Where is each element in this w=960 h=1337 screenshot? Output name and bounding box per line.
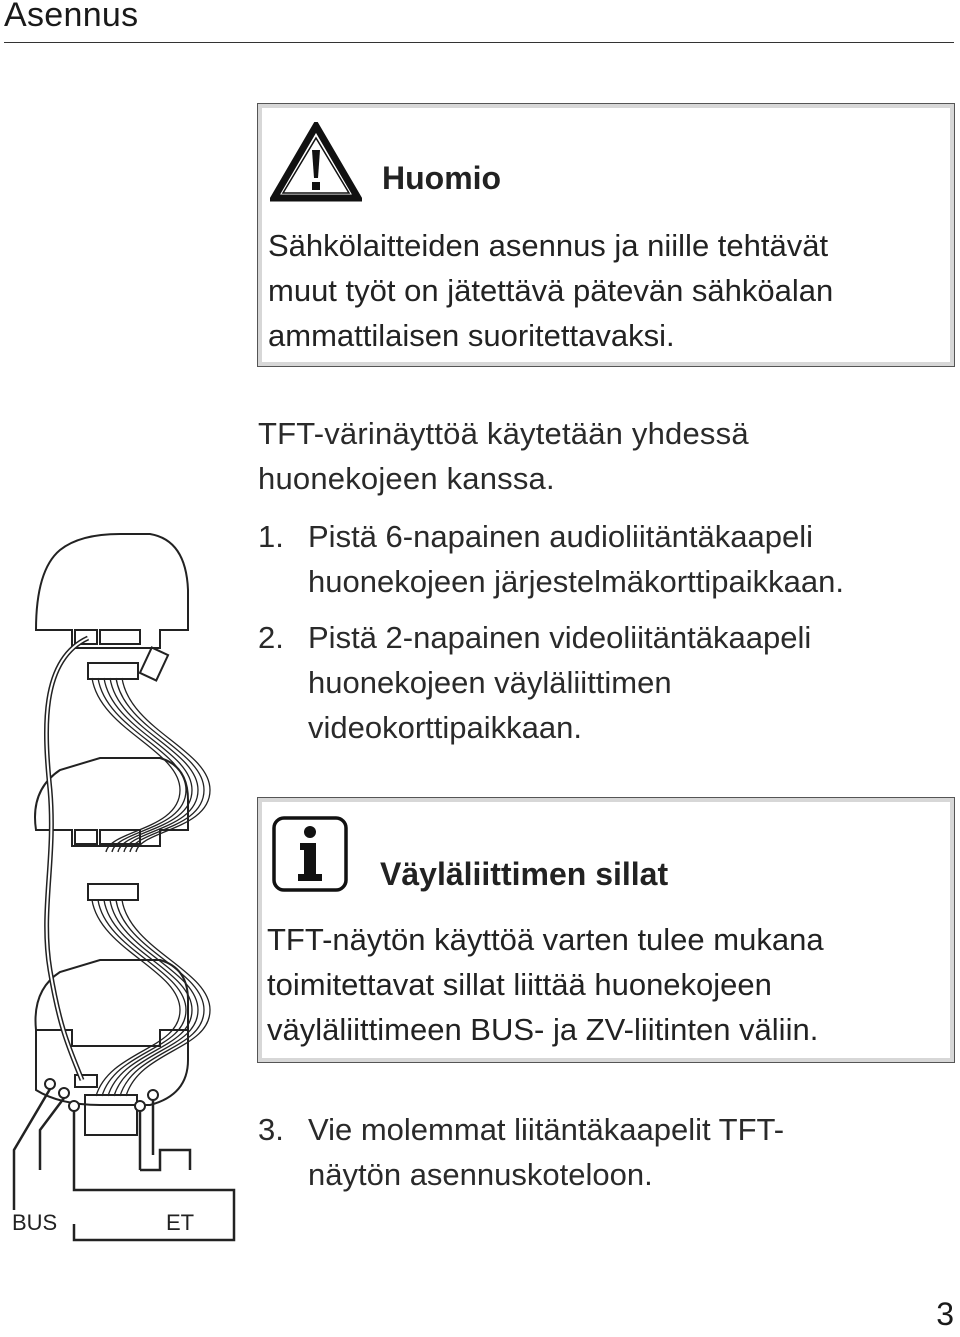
warning-title: Huomio <box>382 160 502 196</box>
warning-text <box>268 223 833 358</box>
warning-line: ammattilaisen suoritettavaksi. <box>268 318 675 353</box>
wiring-diagram-drawing <box>0 530 245 1250</box>
et-label: ET <box>166 1210 195 1235</box>
page-title: Asennus <box>4 0 139 34</box>
step-text <box>308 514 908 604</box>
step-3 <box>258 1107 918 1202</box>
warning-box <box>257 103 955 367</box>
warning-line: Sähkölaitteiden asennus ja niille tehtävät <box>268 228 829 263</box>
info-box <box>257 797 955 1063</box>
step-line: Pistä 2-napainen videoliitäntäkaapeli <box>308 620 812 655</box>
wiring-diagram <box>0 530 245 1250</box>
step-text <box>308 615 908 750</box>
intro-text <box>258 411 749 501</box>
step-line: Vie molemmat liitäntäkaapelit TFT- <box>308 1112 785 1147</box>
step-2 <box>258 615 918 755</box>
info-line: toimitettavat sillat liittää huonekojeen <box>267 967 772 1002</box>
info-line: väyläliittimeen BUS- ja ZV-liitinten väliin. <box>267 1012 819 1047</box>
step-number: 1. <box>258 519 284 554</box>
step-line: Pistä 6-napainen audioliitäntäkaapeli <box>308 519 813 554</box>
info-icon <box>272 816 348 892</box>
step-number: 3. <box>258 1112 284 1147</box>
bus-label: BUS <box>12 1210 58 1235</box>
step-text <box>308 1107 908 1197</box>
intro-line: TFT-värinäyttöä käytetään yhdessä <box>258 416 749 451</box>
info-line: TFT-näytön käyttöä varten tulee mukana <box>267 922 824 957</box>
page-number: 3 <box>936 1296 954 1332</box>
info-title: Väyläliittimen sillat <box>380 856 669 892</box>
intro-line: huonekojeen kanssa. <box>258 461 555 496</box>
warning-triangle-icon <box>270 122 362 202</box>
step-line: huonekojeen väyläliittimen <box>308 665 672 700</box>
info-text <box>267 917 824 1052</box>
header-divider <box>4 42 954 43</box>
step-line: huonekojeen järjestelmäkorttipaikkaan. <box>308 564 844 599</box>
warning-line: muut työt on jätettävä pätevän sähköalan <box>268 273 834 308</box>
step-line: videokorttipaikkaan. <box>308 710 582 745</box>
step-line: näytön asennuskoteloon. <box>308 1157 653 1192</box>
step-number: 2. <box>258 620 284 655</box>
device-module <box>35 758 188 846</box>
step-1 <box>258 514 918 609</box>
